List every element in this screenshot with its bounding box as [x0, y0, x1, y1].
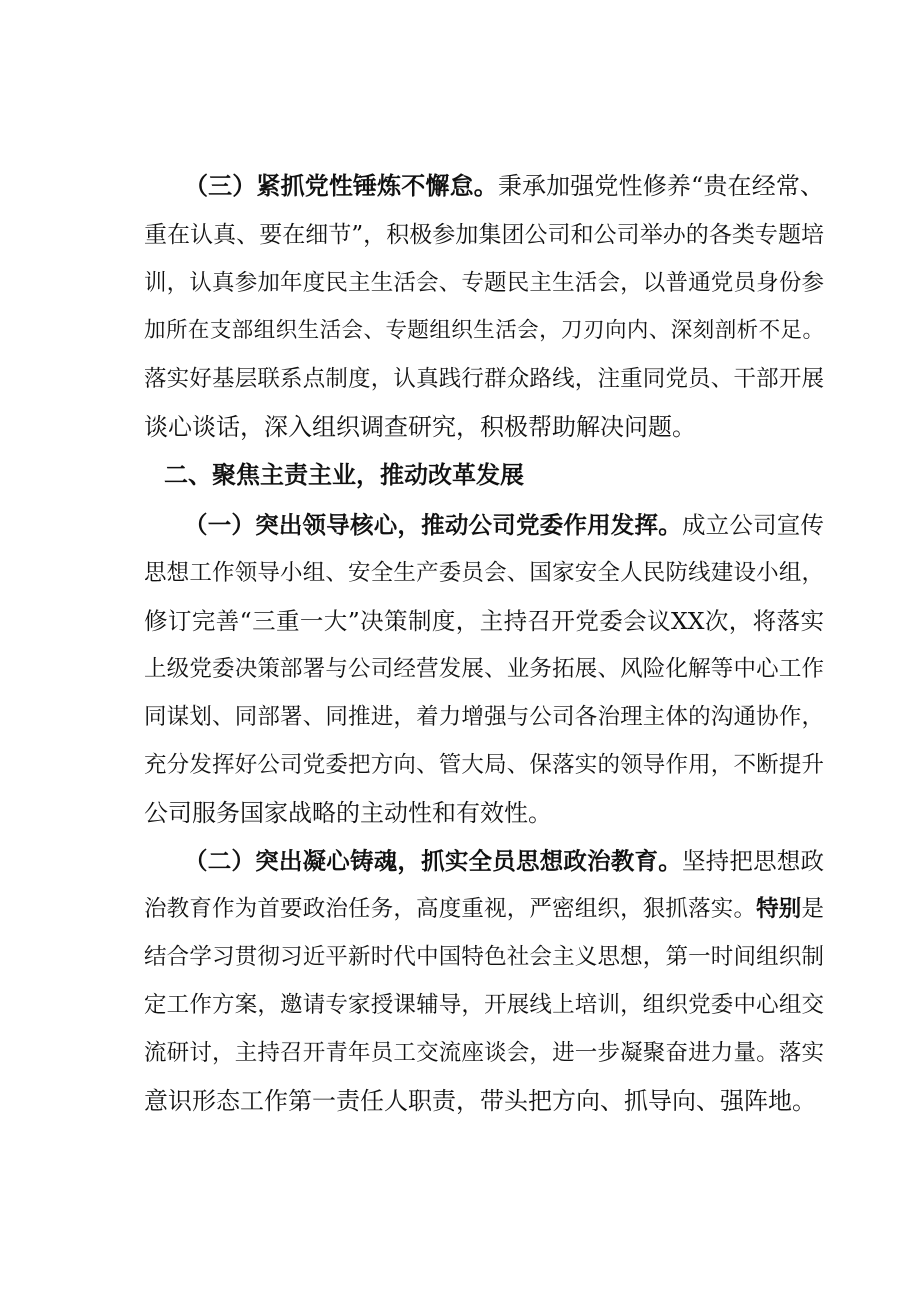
sub1-line1 — [184, 510, 824, 540]
sub2-line6: 意识形态工作第一责任人职责，带头把方向、抓导向、强阵地。 — [144, 1087, 816, 1115]
sub1-line7: 公司服务国家战略的主动性和有效性。 — [144, 799, 552, 827]
sub2-emphasis: 特别 — [756, 896, 802, 922]
sub2-text2a: 治教育作为首要政治任务，高度重视，严密组织，狠抓落实。 — [144, 896, 757, 922]
sub2-lead: （二）突出凝心铸魂，抓实全员思想政治教育。 — [184, 847, 682, 875]
section3-line5: 落实好基层联系点制度，认真践行群众路线，注重同党员、干部开展 — [144, 366, 824, 392]
sub1-lead: （一）突出领导核心，推动公司党委作用发挥。 — [184, 511, 682, 539]
section3-line4: 加所在支部组织生活会、专题组织生活会，刀刃向内、深刻剖析不足。 — [144, 318, 824, 343]
section3-line2: 重在认真、要在细节”，积极参加集团公司和公司举办的各类专题培 — [144, 222, 824, 248]
sub2-line3: 结合学习贯彻习近平新时代中国特色社会主义思想，第一时间组织制 — [144, 944, 824, 970]
sub2-line2 — [144, 894, 824, 924]
section-heading-2: 二、聚焦主责主业，推动改革发展 — [164, 461, 524, 489]
section3-line3: 训，认真参加年度民主生活会、专题民主生活会，以普通党员身份参 — [144, 270, 824, 296]
sub1-text1: 成立公司宣传 — [681, 511, 825, 539]
sub1-line4: 上级党委决策部署与公司经营发展、业务拓展、风险化解等中心工作 — [144, 656, 824, 682]
sub2-text2c: 是 — [801, 896, 824, 922]
sub2-line1 — [184, 846, 824, 876]
sub2-text1: 坚持把思想政 — [681, 847, 825, 875]
sub1-line6: 充分发挥好公司党委把方向、管大局、保落实的领导作用，不断提升 — [144, 752, 824, 778]
sub2-line4: 定工作方案，邀请专家授课辅导，开展线上培训，组织党委中心组交 — [144, 992, 824, 1018]
section3-lead: （三）紧抓党性锤炼不懈怠。 — [184, 171, 498, 200]
section3-text1: 秉承加强党性修养“贵在经常、 — [497, 172, 824, 200]
sub1-line2: 思想工作领导小组、安全生产委员会、国家安全人民防线建设小组， — [144, 560, 824, 586]
sub1-line3: 修订完善“三重一大”决策制度，主持召开党委会议XX次，将落实 — [144, 607, 824, 635]
sub2-line5: 流研讨，主持召开青年员工交流座谈会，进一步凝聚奋进力量。落实 — [144, 1040, 824, 1066]
section3-line1 — [184, 171, 824, 201]
sub1-line5: 同谋划、同部署、同推进，着力增强与公司各治理主体的沟通协作， — [144, 704, 824, 730]
section3-line6: 谈心谈话，深入组织调查研究，积极帮助解决问题。 — [144, 413, 696, 441]
